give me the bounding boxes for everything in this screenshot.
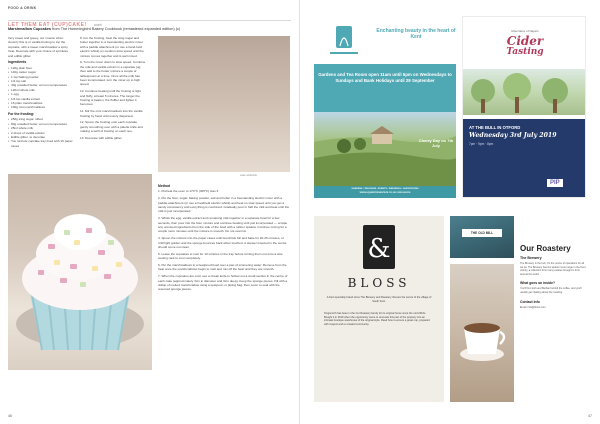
shop-front-photo bbox=[450, 216, 514, 258]
coffee-cup-illustration bbox=[450, 264, 514, 402]
cider-tasting-ad[interactable] bbox=[462, 16, 586, 198]
method-step: 4. Spoon the mixture into the paper cases until two-thirds full and bake for 20-25 minutes, or until light golden and the sponge bounces back when touched. A skewer inserted in the centre should come out clean. bbox=[158, 236, 287, 250]
frosting-item: • 2 drops of vanilla extract bbox=[8, 131, 74, 135]
method-step: 3. Whisk the egg, vanilla extract and remaining milk together in a separate bowl for a few seconds, then pour into the flour mixture and continue beating until just incorporated — scrape any unmixed ingredients from the side of the bowl with a rubber spatula. Continue mixing for a couple more minutes until the mixture is smooth. Do not overmix. bbox=[158, 216, 288, 234]
contact-email[interactable]: Email: info@bloss.com bbox=[520, 305, 546, 309]
roastery-subtitle: The Brewery bbox=[520, 256, 542, 260]
bloss-wordmark: BLOSS bbox=[347, 276, 411, 290]
ad-landscape-image bbox=[314, 112, 456, 186]
ad-footer-services: GARDENS • TEA ROOM • EVENTS • WEDDINGS • GUESTROOMS bbox=[351, 188, 419, 190]
method-step: 6. Put the marshmallows in a heatproof bowl over a pan of simmering water. Remove from the heat once the marshmallows begin to melt and mix off the heat until they are smooth. bbox=[158, 263, 287, 272]
section-continued: cont bbox=[94, 22, 102, 27]
orchard-image bbox=[463, 69, 586, 115]
bloss-logo-icon bbox=[363, 225, 395, 269]
recipe-source: from The Hummingbird Bakery Cookbook (remastered expanded edition) (c) bbox=[52, 27, 181, 31]
recipe-title bbox=[8, 27, 180, 31]
ad-headline: Enchanting beauty in the heart of Kent bbox=[376, 28, 456, 41]
ingredient: • 1 tsp baking powder bbox=[8, 75, 74, 79]
method-step: 1. Preheat the oven to 170°C (325°F) Gas 3. bbox=[158, 189, 220, 194]
cupcake-photo bbox=[8, 174, 152, 370]
landscape-illustration bbox=[314, 112, 456, 186]
photo-credit: case notebook bbox=[240, 174, 257, 177]
ingredient: • 1/4 tsp salt bbox=[8, 79, 74, 83]
svg-text:&: & bbox=[367, 234, 391, 264]
page-number: 46 bbox=[8, 414, 12, 418]
section-header bbox=[8, 13, 291, 28]
method-step: 12. Spoon the frosting onto each cupcake, gently smoothing over with a palette knife and making a swirl of frosting on each one. bbox=[80, 120, 143, 134]
frosting-list bbox=[8, 117, 74, 148]
roastery-answer: You'll find Josh and Bethan behind the coffee, and you'll usually get chatting about the roasting. bbox=[520, 287, 582, 294]
ampersand-icon bbox=[363, 225, 395, 269]
ingredient: • 16 plain marshmallows bbox=[8, 101, 74, 105]
coffee-photo bbox=[450, 264, 514, 402]
bloss-advert bbox=[314, 216, 444, 402]
frosting-item: • You 12-hole cupcake tray lined with 16 paper cases bbox=[8, 139, 74, 148]
tea-room-ad[interactable] bbox=[314, 16, 456, 198]
method-step: 11. Stir the mini marshmallows into the vanilla frosting by hand until evenly dispersed. bbox=[80, 109, 143, 118]
cider-venue: AT THE BULL IN OTFORD bbox=[469, 125, 521, 130]
method-step: 9. Turn the mixer down to slow speed. Combine the milk and vanilla extract in a separate jug, then add to the butter mixture a couple of tablespoons at a time. Once all the milk has been incorporated, turn the mixer up to high speed. bbox=[80, 60, 146, 87]
ad-opening-times: Gardens and Tea Room open 11am until 5pm on Wednesdays to Sundays and Bank Holidays until 29 September bbox=[318, 72, 452, 83]
ingredient: • 120g plain flour bbox=[8, 66, 74, 70]
frosting-item: • 250g icing sugar, sifted bbox=[8, 117, 74, 121]
cupcake-illustration bbox=[8, 174, 152, 370]
frosting-item: • Edible glitter, to decorate bbox=[8, 135, 74, 139]
ad-footer-contact[interactable]: WWW.SQUERRYESESTATE.CO.UK 01959 563118 bbox=[359, 191, 411, 194]
cherry-day-badge: Cherry Day on 7th July bbox=[418, 138, 454, 148]
cider-event-panel bbox=[463, 119, 586, 198]
cider-title: Cider bbox=[506, 34, 544, 48]
estate-logo-icon bbox=[314, 16, 374, 64]
method-step: 2. Put the flour, sugar, baking powder, salt and butter in a freestanding electric mixer with a paddle attachment (or use a handheld electric whisk) and beat on slow speed until you get a sandy consistency and everything is combined. Gradually pour in half the milk and beat until the milk is just incorporated. bbox=[158, 196, 290, 214]
bloss-intro: A Kent speciality brand since The Brewery and Roastery that are the centre of the village of South Kent. bbox=[326, 296, 432, 303]
ingredients-column bbox=[8, 36, 74, 148]
cider-times: 7pm · 9pm · 8pm bbox=[469, 142, 494, 146]
method-step: 5. Leave the cupcakes to cool for 10 minutes in the tray before turning them out onto a wire cooling rack to cool completely. bbox=[158, 251, 283, 261]
roastery-text: The Brewery is the hub. It's the centre of operations for all we do. The Brewery has the widest menu range in the Kent vicinity, a collection from many estates brought in from around the world. bbox=[520, 262, 586, 276]
cider-date: Wednesday 3rd July 2019 bbox=[469, 132, 557, 139]
method-step: 8. For the frosting, beat the icing sugar and butter together in a freestanding electric mixer with a paddle attachment (or use a hand-held electric whisk) on medium-slow speed until the mixture comes together and is well mixed. bbox=[80, 36, 144, 58]
frosting-item: • 25ml whole milk bbox=[8, 126, 74, 130]
method-heading: Method bbox=[158, 184, 171, 188]
recipe-intro: Very sweet and gooey, our muscle when cleverly this is or vanilla frosting to top the cupcake, with a sweet marshmallow a spicy treat. Decorate with your choice of sprinkles and edible glitter. bbox=[8, 36, 69, 58]
ingredient: • 100g mini marshmallows bbox=[8, 105, 74, 109]
method-step: 10. Continue beating until the frosting is light and fluffy, at least 5 minutes. The longer the frosting is beaten, the fluffier and lighter it becomes. bbox=[80, 89, 141, 107]
running-header: FOOD & DRINK bbox=[8, 6, 37, 10]
sponsor-logo: PIP bbox=[547, 179, 563, 187]
right-page bbox=[300, 0, 600, 424]
method-column-left-upper bbox=[80, 36, 146, 143]
ingredient: • 140g caster sugar bbox=[8, 70, 74, 74]
roastery-title: Our Roastery bbox=[520, 244, 571, 253]
method-column bbox=[158, 182, 290, 294]
page-number: 47 bbox=[588, 414, 592, 418]
recipe-name: Marshmallow Cupcakes bbox=[8, 27, 52, 31]
ingredients-list bbox=[8, 66, 74, 110]
cider-subtitle: Tasting bbox=[506, 47, 544, 57]
method-step: 7. When the cupcakes are cold, use a cheap knife to hollow out a small section in the centre of each cake (approximately 3cm in diameter and 3cm deep). Keep the sponge pieces. Fill with a dollop of melted marshmallow using a teaspoon or piping bag, then cover to seal with the reserved sponge pieces. bbox=[158, 274, 288, 292]
frosting-heading: For the frosting: bbox=[8, 111, 35, 116]
bloss-body: Kingsnorth has been in the Cut Roastery family for its original home since the mid 2010s. Bought it in 2019 when the opportunity came to renovate this part of the property into an intimate boutique warehouse of the original style. Read how to ensure a great cup, prepared with respect and re-created community. bbox=[324, 312, 430, 326]
section-title: LET THEM EAT (CUP)CAKE! bbox=[8, 22, 87, 28]
ad-footer bbox=[314, 188, 456, 195]
roastery-panel bbox=[520, 216, 586, 402]
roastery-question: What goes on inside? bbox=[520, 281, 556, 286]
method-step: 13. Decorate with edible glitter. bbox=[80, 136, 123, 141]
orchard-illustration bbox=[463, 69, 586, 115]
shop-sign: THE OLD MILL bbox=[462, 229, 502, 237]
ingredient: • 120ml whole milk bbox=[8, 88, 74, 92]
frosting-item: • 80g unsalted butter, at room temperature bbox=[8, 122, 74, 126]
ingredient: • 1/4 tsp vanilla extract bbox=[8, 97, 74, 101]
top-right-photo bbox=[158, 36, 290, 172]
cider-presenter: Mountains of Napa's bbox=[511, 29, 539, 33]
ingredient: • 1 egg bbox=[8, 92, 74, 96]
ingredient: • 40g unsalted butter, at room temperature bbox=[8, 83, 74, 87]
contact-heading: Contact Info bbox=[520, 299, 540, 304]
ingredients-heading: Ingredients bbox=[8, 60, 27, 65]
